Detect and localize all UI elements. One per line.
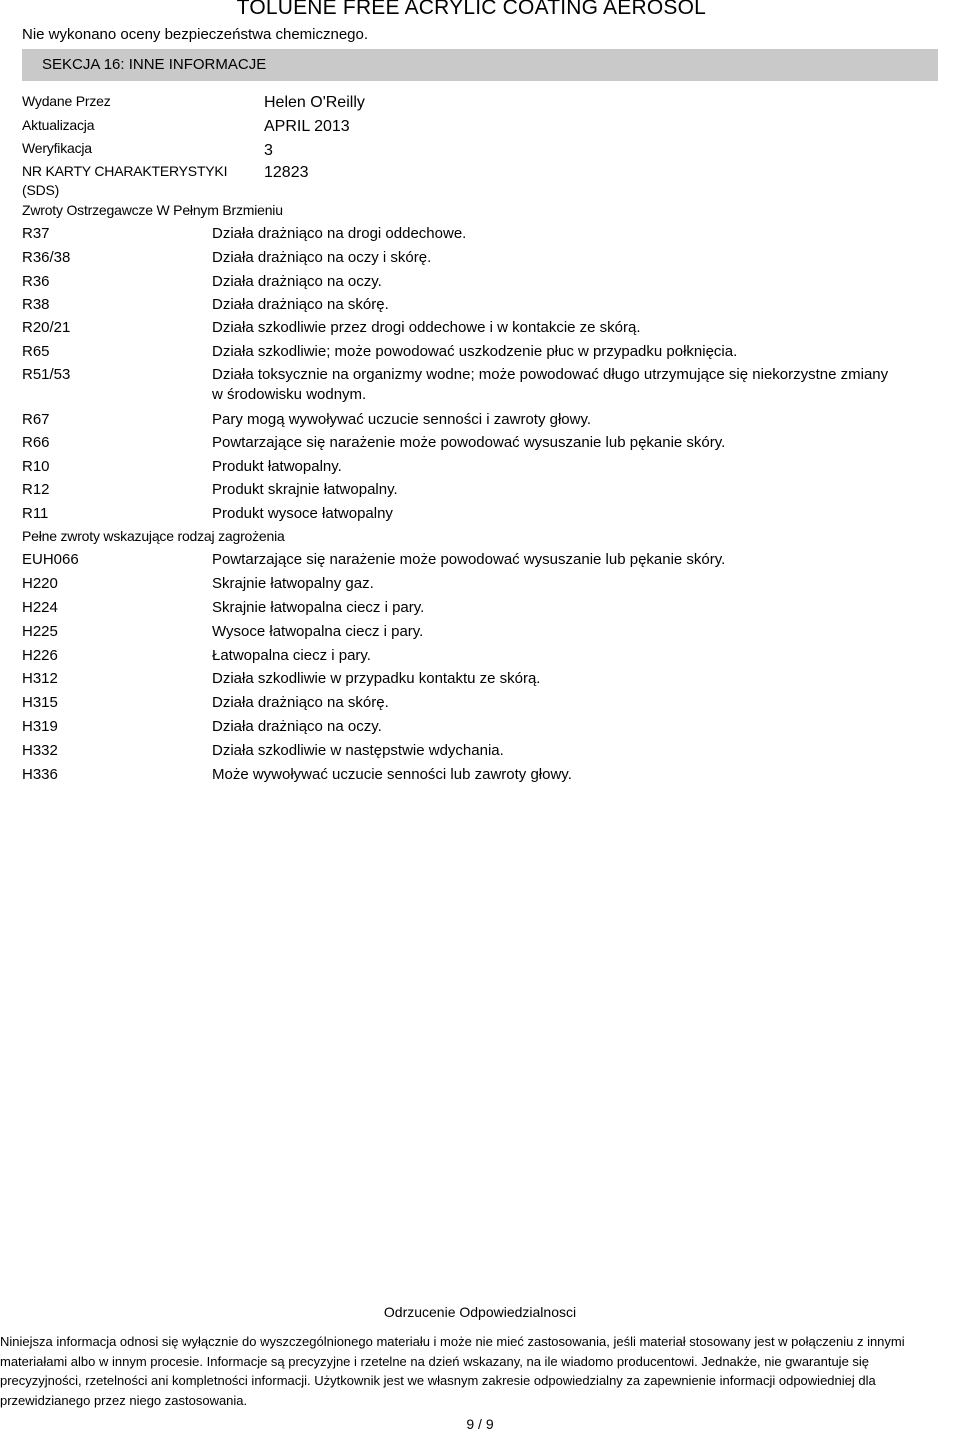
r-phrase-code: R51/53 [22,366,71,383]
r-phrase-code: R38 [22,296,50,313]
h-phrase-text: Działa szkodliwie w przypadku kontaktu ze skórą. [212,670,541,687]
r-phrase-code: R65 [22,343,50,360]
r-phrase-code: R12 [22,481,50,498]
sds-number-label: NR KARTY CHARAKTERYSTYKI [22,163,228,179]
assessment-note: Nie wykonano oceny bezpieczeństwa chemicznego. [22,26,369,43]
r-phrase-text: Działa drażniąco na oczy. [212,273,382,290]
sds-number-value: 12823 [264,164,309,181]
disclaimer-title: Odrzucenie Odpowiedzialnosci [383,1304,577,1320]
h-phrase-text: Działa drażniąco na skórę. [212,694,389,711]
r-phrase-code: R67 [22,411,50,428]
r-phrases-heading: Zwroty Ostrzegawcze W Pełnym Brzmieniu [22,202,283,218]
version-label: Weryfikacja [22,140,92,156]
h-phrase-code: H224 [22,599,58,616]
h-phrase-text: Skrajnie łatwopalny gaz. [212,575,374,592]
r-phrase-text: Powtarzające się narażenie może powodować wysuszanie lub pękanie skóry. [212,434,726,451]
section-header: SEKCJA 16: INNE INFORMACJE [22,49,938,81]
r-phrase-code: R11 [22,505,49,522]
h-phrase-code: H336 [22,766,58,783]
h-phrase-code: EUH066 [22,551,79,568]
revision-date-label: Aktualizacja [22,117,95,133]
r-phrase-code: R36/38 [22,249,71,266]
r-phrase-code: R37 [22,225,50,242]
r-phrase-code: R10 [22,458,50,475]
sds-number-label-suffix: (SDS) [22,182,60,198]
r-phrase-code: R20/21 [22,319,71,336]
issued-by-value: Helen O'Reilly [264,94,365,111]
version-value: 3 [264,142,273,159]
r-phrase-text: Produkt łatwopalny. [212,458,342,475]
h-phrase-text: Może wywoływać uczucie senności lub zawroty głowy. [212,766,572,783]
h-phrase-text: Skrajnie łatwopalna ciecz i pary. [212,599,425,616]
r-phrase-text: Działa szkodliwie; może powodować uszkodzenie płuc w przypadku połknięcia. [212,343,738,360]
revision-date-value: APRIL 2013 [264,118,350,135]
r-phrase-text: Działa drażniąco na oczy i skórę. [212,249,432,266]
h-phrase-text: Działa szkodliwie w następstwie wdychania. [212,742,504,759]
h-phrase-text: Działa drażniąco na oczy. [212,718,382,735]
h-phrase-code: H312 [22,670,58,687]
h-phrase-code: H315 [22,694,58,711]
page-number: 9 / 9 [466,1416,494,1432]
r-phrase-code: R66 [22,434,50,451]
r-phrase-text: Działa drażniąco na skórę. [212,296,389,313]
h-phrase-text: Powtarzające się narażenie może powodować wysuszanie lub pękanie skóry. [212,551,726,568]
h-phrase-text: Łatwopalna ciecz i pary. [212,647,371,664]
r-phrase-text: Produkt wysoce łatwopalny [212,505,393,522]
r-phrase-text: Działa szkodliwie przez drogi oddechowe i w kontakcie ze skórą. [212,319,641,336]
r-phrase-text: Działa drażniąco na drogi oddechowe. [212,225,467,242]
r-phrase-text: Produkt skrajnie łatwopalny. [212,481,398,498]
r-phrase-code: R36 [22,273,50,290]
r-phrase-text: Działa toksycznie na organizmy wodne; może powodować długo utrzymujące się niekorzystne zmiany w środowisku wodnym. [212,366,889,403]
h-phrase-text: Wysoce łatwopalna ciecz i pary. [212,623,424,640]
h-phrase-code: H332 [22,742,58,759]
h-phrase-code: H220 [22,575,58,592]
document-title: TOLUENE FREE ACRYLIC COATING AEROSOL [236,0,706,19]
h-phrase-code: H226 [22,647,58,664]
h-phrase-code: H225 [22,623,58,640]
issued-by-label: Wydane Przez [22,93,111,109]
h-phrases-heading: Pełne zwroty wskazujące rodzaj zagrożenia [22,528,285,544]
h-phrase-code: H319 [22,718,58,735]
disclaimer-text: Niniejsza informacja odnosi się wyłącznie do wyszczególnionego materiału i może nie mieć zastosowania, jeśli materiał stosowany jest w połączeniu z innymi materiałami albo w innym procesie. Informacje są precyzyjne i rzetelne na dzień wskazany, na ile wiadomo producentowi. Jednakże, nie gwarantuje się precyzyjności, rzetelności ani kompletności informacji. Użytkownik jest we własnym zakresie odpowiedzialny za zapewnienie informacji odpowiedniej dla przewidzianego przez niego zastosowania. [0,1334,905,1408]
r-phrase-text: Pary mogą wywoływać uczucie senności i zawroty głowy. [212,411,592,428]
